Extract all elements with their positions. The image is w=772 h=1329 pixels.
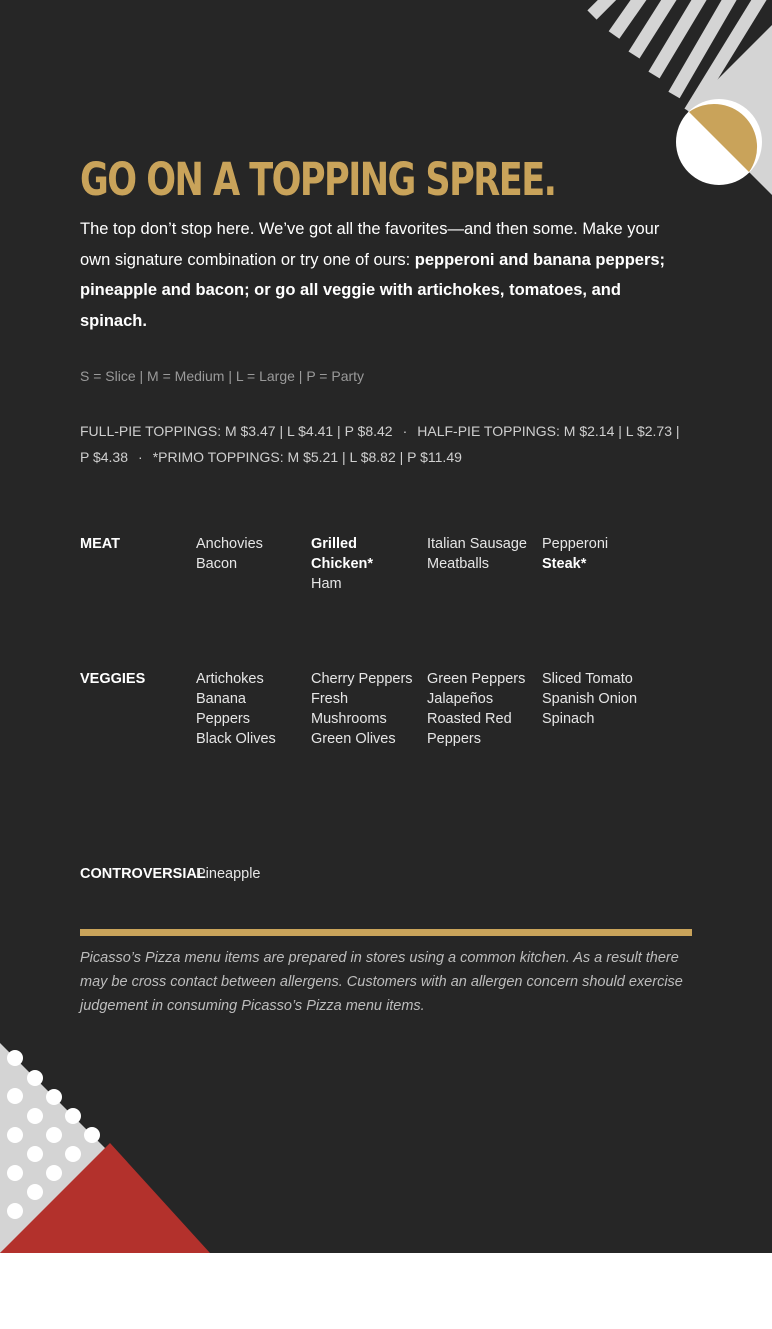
topping-pricing: [80, 418, 680, 470]
page-headline: GO ON A TOPPING SPREE.: [80, 153, 556, 206]
veggies-column-1: [196, 669, 304, 749]
topping-item: Pineapple: [196, 866, 261, 882]
size-legend: S = Slice | M = Medium | L = Large | P = Party: [80, 368, 365, 384]
meat-column-1: [196, 534, 304, 574]
veggies-column-3: [427, 669, 535, 749]
allergen-disclaimer: Picasso’s Pizza menu items are prepared in stores using a common kitchen. As a result there may be cross contact between allergens. Customers with an allergen concern should exercise judgement in consuming Picasso’s Pizza menu items.: [80, 950, 683, 1014]
topping-item: Cherry Peppers: [311, 671, 413, 687]
topping-item: Green Olives: [311, 731, 396, 747]
corner-dots-graphic: [0, 1038, 220, 1253]
topping-item: Pepperoni: [542, 536, 609, 552]
topping-item: Banana Peppers: [196, 691, 251, 727]
meat-column-3: [427, 534, 535, 574]
full-pie-price: FULL-PIE TOPPINGS: M $3.47 | L $4.41 | P $8.42: [80, 423, 393, 439]
primo-price: *PRIMO TOPPINGS: M $5.21 | L $8.82 | P $11.49: [152, 449, 462, 465]
intro-paragraph: [80, 214, 692, 336]
category-label-controversial: CONTROVERSIAL: [80, 866, 206, 882]
topping-item: Bacon: [196, 556, 238, 572]
category-label-veggies: VEGGIES: [80, 671, 146, 687]
veggies-column-2: [311, 669, 419, 749]
topping-item: Artichokes: [196, 671, 264, 687]
price-separator: ·: [402, 423, 408, 439]
half-pie-price: HALF-PIE TOPPINGS: M $2.14 | L $2.73 | P $4.38: [80, 423, 680, 465]
intro-combos: pepperoni and banana peppers; pineapple and bacon; or go all veggie with artichokes, tomatoes, and spinach.: [80, 250, 666, 330]
category-label-meat: MEAT: [80, 536, 121, 552]
topping-item: Italian Sausage: [427, 536, 527, 552]
intro-text: The top don’t stop here. We’ve got all the favorites—and then some. Make your own signature combination or try one of ours:: [80, 220, 660, 269]
corner-stripes-graphic: [572, 0, 772, 200]
topping-item: Meatballs: [427, 556, 490, 572]
topping-item-primo: Grilled Chicken*: [311, 536, 374, 572]
topping-item-primo: Steak*: [542, 556, 587, 572]
topping-item: Anchovies: [196, 536, 263, 552]
topping-item: Green Peppers: [427, 671, 526, 687]
topping-item: Roasted Red Peppers: [427, 711, 512, 747]
topping-item: Ham: [311, 576, 342, 592]
meat-column-4: [542, 534, 650, 574]
topping-item: Jalapeños: [427, 691, 494, 707]
price-separator: ·: [138, 449, 143, 465]
meat-column-2: [311, 534, 419, 594]
topping-item: Fresh Mushrooms: [311, 691, 387, 727]
topping-item: Spinach: [542, 711, 595, 727]
topping-item: Spanish Onion: [542, 691, 638, 707]
veggies-column-4: [542, 669, 650, 729]
topping-item: Sliced Tomato: [542, 671, 633, 687]
section-divider: [80, 929, 692, 936]
topping-item: Black Olives: [196, 731, 276, 747]
